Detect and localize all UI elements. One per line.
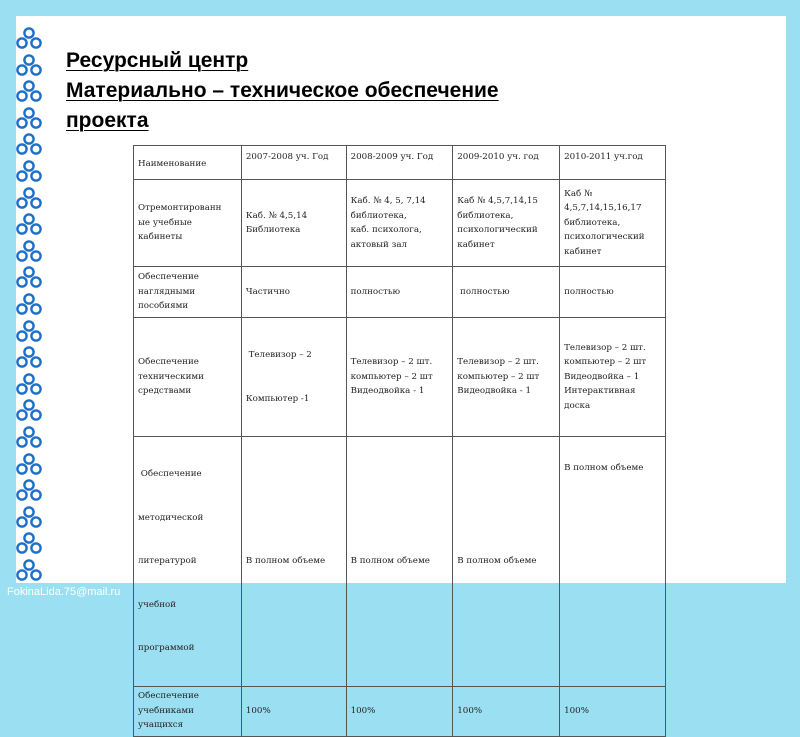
cell-line: библиотека, [350, 210, 407, 221]
header-cell: Наименование [134, 146, 242, 180]
table-cell [241, 318, 346, 437]
cell-line: психологический [457, 225, 538, 235]
table-row [134, 180, 666, 267]
blue-ring-cluster-icon [14, 532, 44, 554]
blue-ring-cluster-icon [14, 80, 44, 102]
table-cell [241, 267, 346, 318]
table-cell [453, 180, 560, 267]
cell-line: учебной [138, 599, 177, 610]
cell-line: Каб. № 4,5,14 [245, 210, 308, 221]
cell-line: пособиями [138, 301, 189, 312]
cell-line: Видеодвойка – 1 [564, 371, 640, 382]
cell-line: 100% [350, 705, 376, 716]
table-cell [560, 686, 666, 736]
cell-line: компьютер – 2 шт [457, 371, 540, 382]
cell-line: библиотека, [457, 210, 514, 221]
table-cell [346, 267, 453, 318]
table-row [134, 267, 666, 318]
cell-line: Обеспечение [138, 272, 199, 283]
cell-line: В полном объеме [350, 556, 430, 566]
cell-line: средствами [138, 386, 192, 397]
cell-line: Телевизор – 2 шт. [457, 357, 539, 368]
blue-ring-cluster-icon [14, 426, 44, 448]
binding-rings [0, 0, 52, 600]
cell-line: Компьютер -1 [245, 393, 310, 404]
slide-title [66, 46, 499, 136]
header-cell: 2007-2008 уч. Год [241, 146, 346, 180]
table-cell [560, 180, 666, 267]
blue-ring-cluster-icon [14, 133, 44, 155]
table-cell [560, 437, 666, 687]
cell-line: 100% [564, 705, 589, 716]
blue-ring-cluster-icon [14, 293, 44, 315]
row-name-cell [134, 437, 242, 687]
cell-line: 100% [457, 705, 483, 716]
title-line-1: Ресурсный центр [66, 49, 249, 72]
header-cell: 2008-2009 уч. Год [346, 146, 453, 180]
table-cell [346, 180, 453, 267]
blue-ring-cluster-icon [14, 160, 44, 182]
cell-line: Видеодвойка - 1 [457, 386, 532, 397]
cell-line: кабинеты [138, 232, 183, 243]
table-cell [241, 686, 346, 736]
blue-ring-cluster-icon [14, 399, 44, 421]
blue-ring-cluster-icon [14, 213, 44, 235]
table-row [134, 686, 666, 736]
cell-line: кабинет [457, 239, 495, 250]
cell-line: Обеспечение [138, 691, 199, 702]
table-cell [453, 267, 560, 318]
cell-line: литературой [138, 556, 197, 566]
row-name-cell [134, 180, 242, 267]
blue-ring-cluster-icon [14, 107, 44, 129]
cell-line: Телевизор – 2 шт. [350, 357, 433, 368]
cell-line: программой [138, 643, 195, 653]
blue-ring-cluster-icon [14, 187, 44, 209]
cell-line: компьютер – 2 шт [564, 357, 647, 368]
table-cell [346, 686, 453, 736]
cell-line: полностью [350, 286, 401, 297]
cell-line: Интерактивная [564, 386, 636, 397]
cell-line: Видеодвойка - 1 [350, 386, 425, 397]
cell-line: методической [138, 512, 204, 523]
blue-ring-cluster-icon [14, 373, 44, 395]
cell-line: Каб № [564, 188, 593, 199]
table-header-row [134, 146, 666, 180]
table-row [134, 318, 666, 437]
cell-line: техническими [138, 371, 204, 382]
cell-line: 100% [245, 705, 271, 716]
blue-ring-cluster-icon [14, 27, 44, 49]
blue-ring-cluster-icon [14, 479, 44, 501]
cell-line: В полном объеме [457, 556, 537, 566]
cell-line: ые учебные [138, 217, 192, 228]
table-row [134, 437, 666, 687]
cell-line: наглядными [138, 286, 196, 297]
cell-line: В полном объеме [245, 556, 326, 566]
row-name-cell [134, 318, 242, 437]
footer-email: FokinaLida.75@mail.ru [7, 586, 121, 598]
cell-line: Частично [245, 286, 290, 297]
table-cell [453, 318, 560, 437]
table-cell [560, 318, 666, 437]
blue-ring-cluster-icon [14, 240, 44, 262]
table-cell [241, 180, 346, 267]
cell-line: каб. психолога, [350, 225, 422, 235]
cell-line: Обеспечение [138, 469, 202, 479]
cell-line: кабинет [564, 246, 602, 257]
cell-line: Каб. № 4, 5, 7,14 [350, 196, 426, 206]
table-cell [346, 318, 453, 437]
blue-ring-cluster-icon [14, 346, 44, 368]
cell-line: компьютер – 2 шт [350, 371, 433, 382]
table-cell [346, 437, 453, 687]
cell-line: Библиотека [245, 225, 301, 235]
cell-line: Обеспечение [138, 357, 199, 368]
table-cell [453, 686, 560, 736]
cell-line: библиотека, [564, 217, 621, 228]
cell-line: В полном объеме [564, 463, 644, 473]
cell-line: психологический [564, 232, 645, 243]
table-cell [453, 437, 560, 687]
cell-line: полностью [457, 286, 510, 297]
header-cell: 2009-2010 уч. год [453, 146, 560, 180]
cell-line: учебниками [138, 705, 194, 716]
cell-line: полностью [564, 286, 614, 297]
cell-line: Телевизор – 2 шт. [564, 342, 646, 353]
cell-line: Телевизор – 2 [245, 350, 312, 360]
row-name-cell [134, 267, 242, 318]
blue-ring-cluster-icon [14, 453, 44, 475]
cell-line: учащихся [138, 720, 184, 731]
blue-ring-cluster-icon [14, 559, 44, 581]
blue-ring-cluster-icon [14, 54, 44, 76]
blue-ring-cluster-icon [14, 266, 44, 288]
row-name-cell [134, 686, 242, 736]
cell-line: Отремонтированн [138, 203, 222, 214]
resources-table [133, 145, 666, 737]
blue-ring-cluster-icon [14, 320, 44, 342]
table-cell [241, 437, 346, 687]
table-cell [560, 267, 666, 318]
header-cell: 2010-2011 уч.год [560, 146, 666, 180]
title-line-2: Материально – техническое обеспечение [66, 79, 499, 102]
title-line-3: проекта [66, 109, 149, 132]
cell-line: 4,5,7,14,15,16,17 [564, 203, 642, 214]
cell-line: доска [564, 400, 591, 411]
blue-ring-cluster-icon [14, 506, 44, 528]
cell-line: Каб № 4,5,7,14,15 [457, 196, 538, 206]
cell-line: актовый зал [350, 239, 408, 250]
